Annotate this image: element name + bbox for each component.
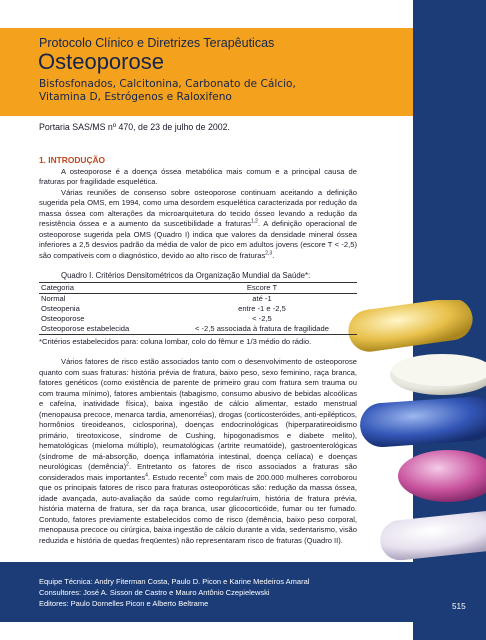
capsule-lavender (378, 509, 486, 562)
citation: 2,3 (265, 249, 273, 256)
page-number: 515 (452, 602, 466, 611)
main-content (39, 155, 357, 546)
table-cell: < -2,5 associada à fratura de fragilidade (167, 324, 357, 335)
column-header: Escore T (167, 282, 357, 293)
footer-band (0, 562, 486, 622)
table-cell: Osteopenia (41, 303, 80, 313)
risk-factors-paragraph (39, 357, 357, 546)
ordinance-line: Portaria SAS/MS nº 470, de 23 de julho de 2002. (39, 122, 231, 132)
series-title: Protocolo Clínico e Diretrizes Terapêuticas (39, 36, 275, 50)
citation: 4 (145, 471, 148, 478)
paragraph-text: Várias reuniões de consenso sobre osteoporose continuam aceitando a definição sugerida pela OMS, em 1994, como uma desordem esquelética caracterizada por redução da massa óssea com alterações da microarquitetura do tecido ósseo levando a redução da resistência óssea e a aumento da suscetibilidade a fraturas (39, 187, 357, 228)
section-title: 1. INTRODUÇÃO (39, 155, 106, 165)
paragraph-text: Vários fatores de risco estão associados tanto com o desenvolvimento de osteoporose quanto com suas fraturas: história prévia de fratura, baixo peso, sexo feminino, raça branca, fatores genéticos (como existência de parente de primeiro grau com fratura sem trauma ou com trauma mínimo), fatores ambientais (tabagismo, consumo abusivo de bebidas alcoólicas e cafeína, inatividade física), baixa ingestão de cálcio alimentar, estado menstrual (menopausa precoce, menarca tardia, amenorréias), drogas (corticosteróides, anti-epilépticos, hormônios tireoideanos, ciclosporina), doenças endocrinológicas (hiperparatireoidismo primário, tireotoxicose, síndrome de Cushing, hipogonadismos e diabete melito), hematológicas (mieloma múltiplo), reumatológicas (artrite reumatóide), gastroenterológicas (síndrome de má-absorção, doença inflamatória intestinal, doença celíaca) e doenças neurológicas (demência) (39, 357, 357, 471)
team-credit: Equipe Técnica: Andry Fiterman Costa, Paulo D. Picon e Karine Medeiros Amaral (39, 577, 310, 586)
table-cell: entre -1 e -2,5 (238, 303, 286, 313)
paragraph-text: . Estudo recente (147, 472, 205, 482)
subtitle-line: Vitamina D, Estrógenos e Raloxifeno (39, 91, 232, 103)
paragraph-text: . (272, 250, 275, 260)
table-caption: Quadro I. Critérios Densitométricos da Organização Mundial da Saúde*: (61, 271, 311, 280)
definition-paragraph (39, 188, 357, 262)
citation: 1,2 (251, 218, 258, 225)
table-cell: Osteoporose estabelecida (39, 324, 167, 335)
capsule-yellow (346, 300, 476, 354)
tablet-white (390, 354, 486, 395)
tablet-pink (398, 450, 486, 502)
table-row (39, 304, 357, 314)
subtitle-line: Bisfosfonados, Calcitonina, Carbonato de Cálcio, (39, 78, 296, 90)
table-cell: < -2,5 (252, 313, 272, 323)
page-title: Osteoporose (38, 49, 164, 74)
table-note: *Critérios estabelecidos para: coluna lombar, colo do fêmur e 1/3 médio do rádio. (39, 336, 312, 346)
consultants-credit: Consultores: José A. Sisson de Castro e Mauro Antônio Czepielewski (39, 588, 270, 597)
table-row (39, 324, 357, 335)
table-row (39, 293, 357, 304)
citation: 2 (126, 461, 129, 468)
table-cell: Osteoporose (41, 313, 85, 323)
table-cell: até -1 (252, 293, 272, 303)
paragraph-text: com mais de 200.000 mulheres corroborou que os principais fatores de risco para fraturas osteoporóticas são: redução da massa óssea, idade avançada, auto-avaliação da saúde como regular/ruim, história de fratura prévia, história materna de fratura, ser da raça branca, usar glicocorticóide, fumar ou ter fumado. Contudo, fatores previamente estabelecidos como de risco (demência, baixo peso corporal, menopausa precoce ou cirúrgica, baixa ingestão de cálcio durante a vida, sedentarismo, visão reduzida e história de quedas freqüentes) não representaram risco de fraturas (Quadro II). (39, 472, 357, 545)
capsule-blue (359, 395, 486, 448)
column-header: Categoria (39, 282, 167, 293)
table-header-row (39, 282, 357, 293)
subtitle (39, 78, 296, 104)
pills-illustration (340, 300, 486, 565)
table-cell: Normal (41, 293, 66, 303)
paragraph-text: . A definição operacional de osteoporose sugerida pela OMS (Quadro I) indica que valores da densidade mineral óssea inferiores a 2,5 desvios padrão da média de valor de pico em adultos jovens (escore T < -2,5) são compatíveis com o diagnóstico, devido ao alto risco de fraturas (39, 219, 357, 260)
table-row (39, 314, 357, 324)
citation: 5 (204, 471, 208, 478)
criteria-table (39, 282, 357, 335)
criteria-table-block (39, 271, 357, 347)
intro-paragraph: A osteoporose é a doença óssea metabólica mais comum e a principal causa de fraturas por fragilidade esquelética. (39, 166, 357, 186)
editors-credit: Editores: Paulo Dornelles Picon e Alberto Beltrame (39, 599, 209, 608)
paragraph-text: . Entretanto os fatores de risco associados a fraturas são considerados mais importantes (39, 462, 357, 482)
